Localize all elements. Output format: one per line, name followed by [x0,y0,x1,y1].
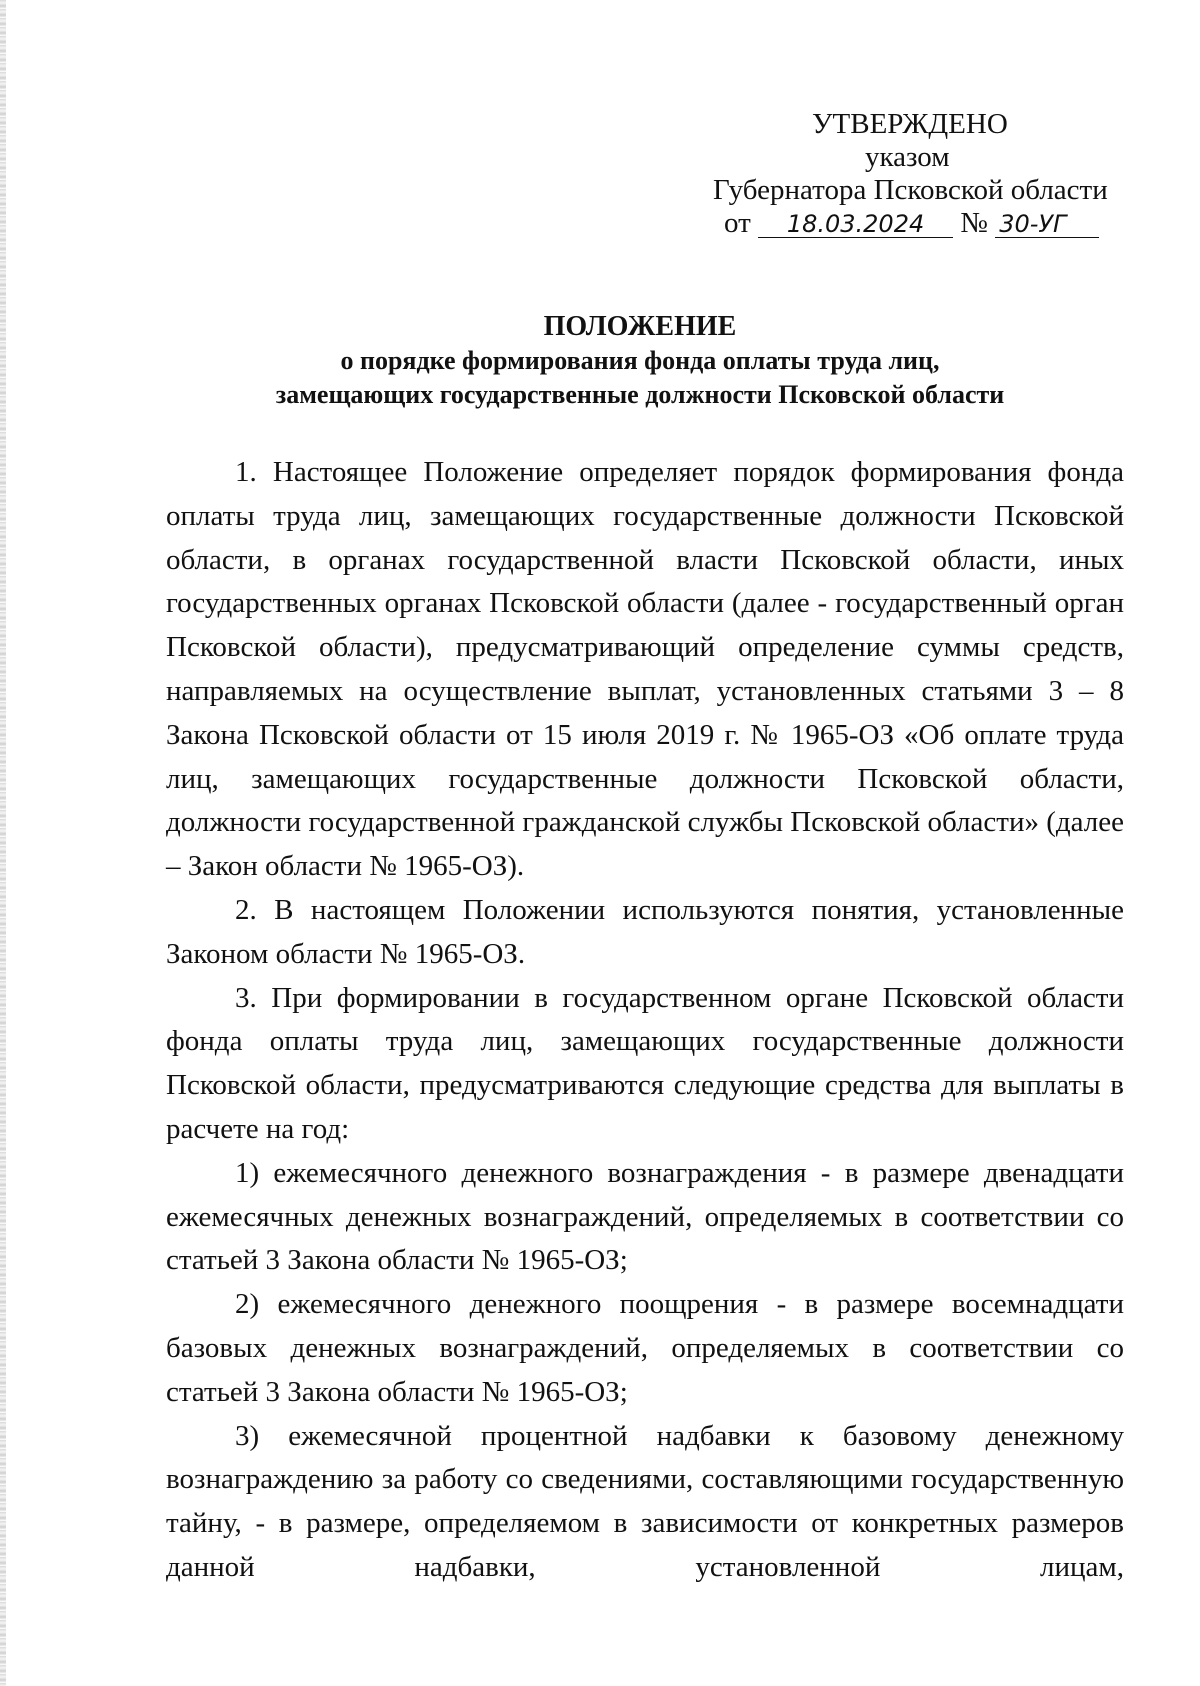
title-subtitle-line1: о порядке формирования фонда оплаты труда лиц, [340,346,940,375]
document-body [166,451,1124,1590]
approval-line-decree: указом [865,141,950,173]
paragraph-3: 3. При формировании в государственном органе Псковской области фонда оплаты труда лиц, замещающих государственные должности Псковской области, предусматриваются следующие средства для выплаты в расчете на год: [166,981,1124,1145]
paragraph-1: 1. Настоящее Положение определяет порядок формирования фонда оплаты труда лиц, замещающих государственные должности Псковской области, в органах государственной власти Псковской области, иных государственных органах Псковской области (далее - государственный орган Псковской области), предусматривающий определение суммы средств, направляемых на осуществление выплат, установленных статьями 3 – 8 Закона Псковской области от 15 июля 2019 г. № 1965-ОЗ «Об оплате труда лиц, замещающих государственные должности Псковской области, должности государственной гражданской службы Псковской области» (далее – Закон области № 1965-ОЗ). [166,456,1124,883]
title-heading: ПОЛОЖЕНИЕ [543,311,737,342]
approval-line-governor: Губернатора Псковской области [713,174,1108,206]
scan-edge [0,0,6,1686]
paragraph-3-item-2: 2) ежемесячного денежного поощрения - в размере восемнадцати базовых денежных вознаграждений, определяемых в соответствии со статьей 3 Закона области № 1965-ОЗ; [166,1288,1124,1408]
number-prefix: № [960,207,988,239]
paragraph-2: 2. В настоящем Положении используются понятия, установленные Законом области № 1965-ОЗ. [166,893,1124,970]
handwritten-date: 18.03.2024 [758,211,953,238]
paragraph-3-item-3: 3) ежемесячной процентной надбавки к базовому денежному вознаграждению за работу со сведениями, составляющими государственную тайну, - в размере, определяемом в зависимости от конкретных размеров данной надбавки, установленной лицам, [166,1419,1124,1583]
date-prefix: от [724,207,751,239]
handwritten-number: 30-УГ [995,211,1099,238]
paragraph-3-item-1: 1) ежемесячного денежного вознаграждения - в размере двенадцати ежемесячных денежных вознаграждений, определяемых в соответствии со статьей 3 Закона области № 1965-ОЗ; [166,1156,1124,1277]
document-title [160,310,1120,412]
approval-line-date-number [700,207,1120,240]
approval-line-approved: УТВЕРЖДЕНО [812,108,1008,140]
approval-block [700,108,1120,240]
title-subtitle-line2: замещающих государственные должности Псковской области [275,380,1005,409]
